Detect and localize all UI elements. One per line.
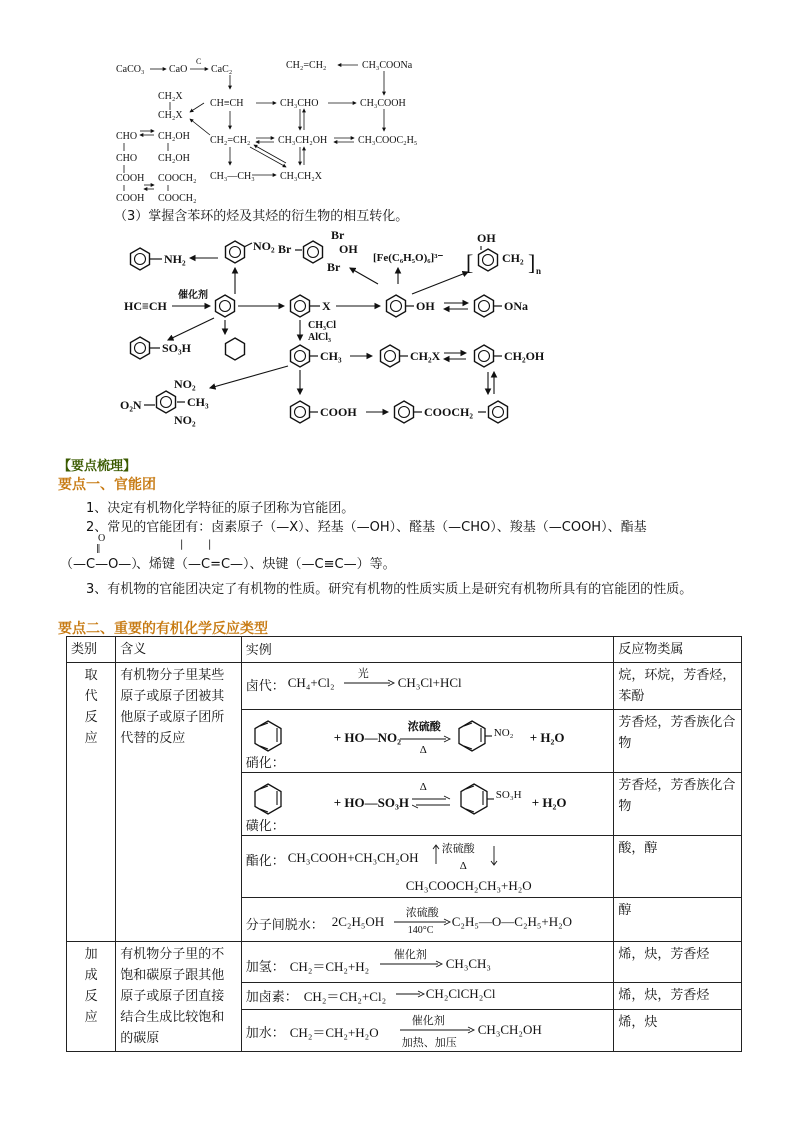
- ethene-top: CH₂=CH₂: [286, 60, 327, 71]
- tnt-no2-left: O₂N: [120, 398, 142, 412]
- cooch2-2: COOCH₂: [158, 193, 197, 204]
- point-1-p3: 3、有机物的官能团决定了有机物的性质。研究有机物的性质实质上是研究有机物所具有的官能团的性质。: [86, 582, 693, 597]
- hydrogenation-example: 加氢： CH₂＝CH₂+H₂ 催化剂 CH₃CH₃: [241, 942, 614, 983]
- nitration-class: 芳香烃，芳香族化合物: [614, 710, 742, 773]
- aliphatic-conversion-diagram: [110, 55, 440, 205]
- point-1-p2: 2、常见的官能团有：卤素原子（—X）、羟基（—OH）、醛基（—CHO）、羧基（—COOH）、酯基: [86, 520, 647, 535]
- ch3-toluene: CH₃: [320, 349, 342, 363]
- cac2: CaC₂: [211, 64, 233, 75]
- oh-poly: OH: [477, 231, 496, 245]
- dehydration-example: 分子间脱水： 2C₂H₅OH 浓硫酸 140°C C₂H₅—O—C₂H₅+H₂O: [241, 898, 614, 942]
- cho-1: CHO: [116, 131, 138, 142]
- ch2oh-2: CH₂OH: [158, 153, 190, 164]
- point-1-p1: 1、决定有机物化学特征的原子团称为官能团。: [86, 501, 355, 516]
- ch2oh-benzyl: CH₂OH: [504, 349, 545, 363]
- benzene-icon: [248, 716, 288, 756]
- addition-definition: 有机物分子里的不饱和碳原子跟其他原子或原子团直接结合生成比较饱和的碳原: [116, 942, 242, 1052]
- cao: CaO: [169, 64, 188, 75]
- sulfonation-example: 磺化： + HO—SO₃H Δ SO₃H + H₂O: [241, 773, 614, 836]
- tnt-ch3: CH₃: [187, 395, 209, 409]
- c-label: C: [196, 57, 202, 66]
- ethene-mid: CH₂=CH₂: [210, 135, 251, 146]
- item-3-text: （3）掌握含苯环的烃及其烃的衍生物的相互转化。: [114, 209, 409, 224]
- substitution-definition: 有机物分子里某些原子或原子团被其他原子或原子团所代替的反应: [116, 663, 242, 942]
- substitution-category: 取代反应: [67, 663, 116, 942]
- hydration-example: 加水： CH₂＝CH₂+H₂O 催化剂 加热、加压 CH₃CH₂OH: [241, 1009, 614, 1051]
- ch2x-benzyl: CH₂X: [410, 349, 441, 363]
- catalyst-label: 催化剂: [178, 290, 208, 301]
- halogenation-class: 烷，环烷，芳香烃，苯酚: [614, 663, 742, 710]
- ona: ONa: [504, 299, 528, 313]
- aromatic-conversion-diagram: [110, 228, 560, 428]
- esterification-example: 酯化： CH₃COOH+CH₃CH₂OH 浓硫酸 Δ CH₃COOCH₂CH₃+H₂O: [241, 836, 614, 898]
- sodium-acetate: CH₃COONa: [362, 60, 413, 71]
- hc-ch: HC≡CH: [124, 299, 167, 313]
- acetylene: CH≡CH: [210, 98, 244, 109]
- cooh-2: COOH: [116, 193, 145, 204]
- ethane: CH₃—CH₃: [210, 171, 255, 182]
- br-left: Br: [278, 242, 292, 256]
- point-1-p2-continuation: O ‖ | | （—C—O—） 、烯键（—C=C—）、炔键（—C≡C—）等。: [60, 533, 396, 572]
- ch3cl-label: CH₃Cl: [308, 320, 336, 331]
- header-category: 类别: [67, 637, 116, 663]
- header-reactant-class: 反应物类属: [614, 637, 742, 663]
- cooh-1: COOH: [116, 173, 145, 184]
- cooch2-1: COOCH₂: [158, 173, 197, 184]
- br-top: Br: [331, 228, 345, 242]
- cho-2: CHO: [116, 153, 138, 164]
- tnt-no2-top: NO₂: [174, 377, 196, 391]
- caco3: CaCO₃: [116, 64, 145, 75]
- benzene-icon: [248, 779, 288, 819]
- ethanol: CH₃CH₂OH: [278, 135, 328, 146]
- ethyl-halide: CH₃CH₂X: [280, 171, 322, 182]
- alcl3-label: AlCl₃: [308, 332, 331, 343]
- ethyl-acetate: CH₃COOC₂H₅: [358, 135, 418, 146]
- x-halogen: X: [322, 299, 331, 313]
- hydrogenation-class: 烯，炔，芳香烃: [614, 942, 742, 983]
- nh2: NH₂: [164, 252, 186, 266]
- ester-group: （—C—O—）: [60, 557, 145, 572]
- addition-category: 加成反应: [67, 942, 116, 1052]
- ch2-poly: CH₂: [502, 251, 524, 265]
- point-1-title: 要点一、官能团: [58, 477, 156, 493]
- hydration-class: 烯，炔: [614, 1009, 742, 1051]
- reaction-types-table: [66, 636, 742, 1052]
- section-tag: 【要点梳理】: [58, 459, 137, 474]
- halogenation-example: 卤代： CH₄+Cl₂ 光 CH₃Cl+HCl: [241, 663, 614, 710]
- oh-tribromophenol: OH: [339, 242, 358, 256]
- ch2x-top: CH₂X: [158, 91, 183, 102]
- no2-top: NO₂: [253, 239, 275, 253]
- oh-phenol: OH: [416, 299, 435, 313]
- tnt-no2-bottom: NO₂: [174, 413, 196, 427]
- ester-oxygen: O: [98, 533, 106, 544]
- svg-text:[: [: [466, 250, 474, 275]
- header-meaning: 含义: [116, 637, 242, 663]
- acetaldehyde: CH₃CHO: [280, 98, 319, 109]
- header-example: 实例: [241, 637, 614, 663]
- svg-text:]: ]: [528, 250, 536, 275]
- ch2oh-1: CH₂OH: [158, 131, 190, 142]
- dehydration-class: 醇: [614, 898, 742, 942]
- sulfonation-class: 芳香烃，芳香族化合物: [614, 773, 742, 836]
- acetic-acid: CH₃COOH: [360, 98, 406, 109]
- ester-link: COOCH₂: [424, 405, 473, 419]
- nitration-example: 硝化： + HO—NO₂ 浓硫酸 Δ NO₂ + H₂O: [241, 710, 614, 773]
- table-row: [67, 942, 742, 983]
- p2-continuation: 、烯键（—C=C—）、炔键（—C≡C—）等。: [136, 557, 396, 572]
- table-header-row: [67, 637, 742, 663]
- n-subscript: n: [536, 266, 542, 276]
- cooh-benzoic: COOH: [320, 405, 357, 419]
- fe-complex: [Fe(C₆H₅O)₆]³⁻: [373, 252, 444, 264]
- esterification-class: 酸，醇: [614, 836, 742, 898]
- halogen-addition-example: 加卤素： CH₂＝CH₂+Cl₂ CH₂ClCH₂Cl: [241, 983, 614, 1010]
- ch2x-bot: CH₂X: [158, 110, 183, 121]
- point-2-title: 要点二、重要的有机化学反应类型: [58, 621, 268, 637]
- so3h-benzene: SO₃H: [162, 341, 191, 355]
- br-bottom: Br: [327, 260, 341, 274]
- halogen-addition-class: 烯，炔，芳香烃: [614, 983, 742, 1010]
- table-row: [67, 663, 742, 710]
